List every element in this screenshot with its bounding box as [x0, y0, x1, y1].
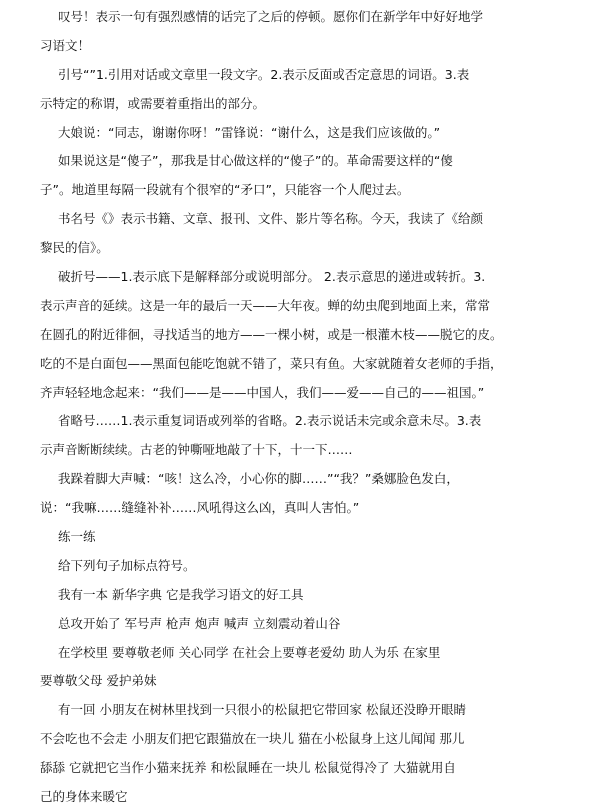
- text-line: 子”。地道里每隔一段就有个很窄的“矛口”，只能容一个人爬过去。: [40, 182, 410, 198]
- text-line: 叹号！表示一句有强烈感情的话完了之后的停顿。愿你们在新学年中好好地学: [58, 9, 484, 24]
- text-line: 书名号《》表示书籍、文章、报刊、文件、影片等名称。今天，我读了《给颜: [58, 211, 484, 227]
- text-line: 如果说这是“傻子”，那我是甘心做这样的“傻子”的。革命需要这样的“傻: [58, 153, 453, 169]
- text-line: 破折号——1.表示底下是解释部分或说明部分。 2.表示意思的递进或转折。3.: [58, 269, 486, 285]
- text-line: 大娘说：“同志，谢谢你呀！”雷锋说：“谢什么，这是我们应该做的。”: [58, 124, 441, 140]
- exercise-sentence: 有一回 小朋友在树林里找到一只很小的松鼠把它带回家 松鼠还没睁开眼睛: [58, 702, 466, 718]
- exercise-sentence: 舔舔 它就把它当作小猫来抚养 和松鼠睡在一块儿 松鼠觉得冷了 大猫就用自: [40, 760, 456, 776]
- exercise-heading: 练一练: [58, 529, 96, 545]
- text-line: 示特定的称谓，或需要着重指出的部分。: [40, 95, 266, 111]
- text-line: 我跺着脚大声喊：“咳！这么冷，小心你的脚……”“我？”桑娜脸色发白，: [58, 471, 459, 487]
- text-line: 吃的不是白面包——黑面包能吃饱就不错了，菜只有鱼。大家就随着女老师的手指，: [40, 355, 503, 371]
- text-line: 说：“我嘛……缝缝补补……风吼得这么凶，真叫人害怕。”: [40, 500, 360, 516]
- exercise-sentence: 己的身体来暖它: [40, 789, 128, 805]
- text-line: 示声音断断续续。古老的钟嘶哑地敲了十下，十一下……: [40, 442, 353, 458]
- exercise-sentence: 我有一本 新华字典 它是我学习语文的好工具: [58, 586, 304, 602]
- exercise-sentence: 在学校里 要尊敬老师 关心同学 在社会上要尊老爱幼 助人为乐 在家里: [58, 644, 441, 660]
- exercise-sentence: 不会吃也不会走 小朋友们把它跟猫放在一块儿 猫在小松鼠身上这儿闻闻 那儿: [40, 731, 465, 747]
- exercise-sentence: 要尊敬父母 爱护弟妹: [40, 673, 157, 689]
- text-line: 引号“”1.引用对话或文章里一段文字。2.表示反面或否定意思的词语。3.表: [58, 66, 470, 82]
- exercise-sentence: 总攻开始了 军号声 枪声 炮声 喊声 立刻震动着山谷: [58, 615, 341, 631]
- text-line: 省略号……1.表示重复词语或列举的省略。2.表示说话未完或余意未尽。3.表: [58, 413, 482, 429]
- text-line: 在圆孔的附近徘徊，寻找适当的地方——一棵小树，或是一根灌木枝——脱它的皮。: [40, 326, 503, 342]
- exercise-instruction: 给下列句子加标点符号。: [58, 557, 196, 573]
- text-line: 黎民的信》。: [40, 240, 109, 256]
- text-line: 习语文！: [40, 37, 91, 53]
- text-line: 齐声轻轻地念起来：“我们——是——中国人，我们——爱——自己的——祖国。”: [40, 384, 485, 400]
- text-line: 表示声音的延续。这是一年的最后一天——大年夜。蝉的幼虫爬到地面上来，常常: [40, 297, 491, 313]
